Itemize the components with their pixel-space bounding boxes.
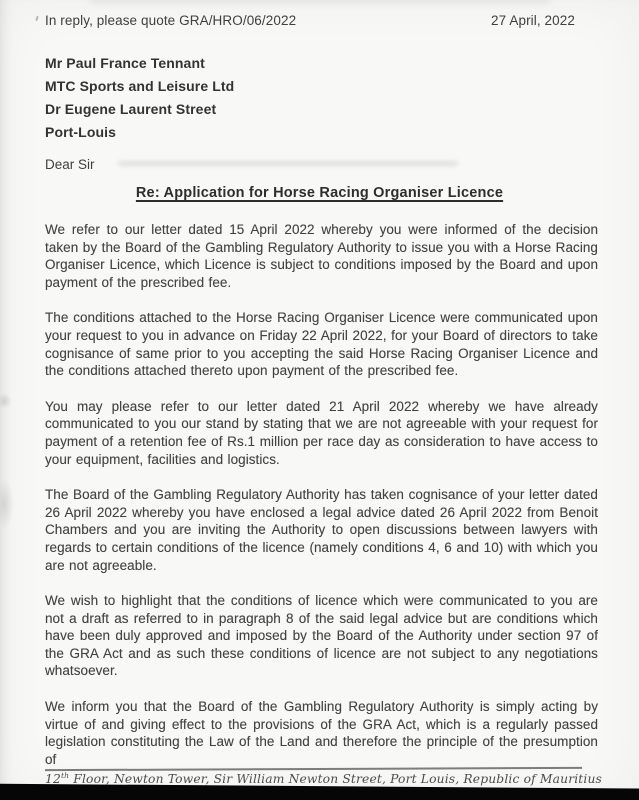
paragraph-3: You may please refer to our letter dated 21 April 2022 whereby we have already communicated to you our stand by stating that we are not agreeable with your request for payment of a retention fee of Rs.1 million per race day as consideration to have access to your equipment, facilities and logistics. (45, 398, 598, 467)
scan-artifact (35, 16, 38, 21)
paragraph-6: We inform you that the Board of the Gambling Regulatory Authority is simply acting by virtue of and giving effect to the provisions of the GRA Act, which is a regularly passed legislation constituting the Law of the Land and therefore the principle of the presumption of (45, 699, 598, 767)
footer-address (45, 770, 603, 786)
subject-heading: Re: Application for Horse Racing Organiser Licence (135, 185, 504, 201)
scan-smudge (90, 0, 550, 4)
letter-date: 27 April, 2022 (491, 13, 575, 28)
footer-floor-number: 12 (45, 771, 61, 786)
paragraph-2: The conditions attached to the Horse Racing Organiser Licence were communicated upon your request to you in advance on Friday 22 April 2022, for your Board of directors to take cognisance of same prior to you accepting the said Horse Racing Organiser Licence and the conditions attached thereto upon payment of the prescribed fee. (45, 310, 598, 379)
letter-footer (45, 768, 603, 786)
salutation: Dear Sir (45, 157, 95, 172)
paragraph-1: We refer to our letter dated 15 April 2022 whereby you were informed of the decision taken by the Board of the Gambling Regulatory Authority to issue you with a Horse Racing Organiser Licence, which Licence is subject to conditions imposed by the Board and upon payment of the prescribed fee. (45, 222, 598, 290)
letter-header (45, 13, 597, 28)
paragraph-4: The Board of the Gambling Regulatory Authority has taken cognisance of your letter dated 26 April 2022 whereby you have enclosed a legal advice dated 26 April 2022 from Benoit Chambers and you are inviting the Authority to open discussions between lawyers with regards to certain conditions of the licence (namely conditions 4, 6 and 10) with which you are not agreeable. (45, 487, 598, 573)
recipient-address-block (45, 52, 234, 144)
scan-smudge (0, 478, 14, 530)
scan-smudge (0, 393, 12, 409)
recipient-company: MTC Sports and Leisure Ltd (45, 78, 235, 94)
recipient-street: Dr Eugene Laurent Street (45, 101, 217, 117)
recipient-city: Port-Louis (45, 124, 116, 140)
paragraph-5: We wish to highlight that the conditions of licence which were communicated to you are not a draft as referred to in paragraph 8 of the said legal advice but are conditions which have been duly approved and imposed by the Board of the Authority under section 97 of the GRA Act and as such these conditions of licence are not subject to any negotiations whatsoever. (45, 593, 598, 679)
footer-address-text: Floor, Newton Tower, Sir William Newton Street, Port Louis, Republic of Mauritius (69, 771, 603, 786)
footer-divider (45, 767, 582, 771)
scan-smudge (118, 161, 458, 166)
footer-floor-ordinal: th (60, 770, 70, 780)
reference-line: In reply, please quote GRA/HRO/06/2022 (45, 13, 297, 28)
recipient-name: Mr Paul France Tennant (45, 55, 205, 71)
letter-body (45, 221, 598, 786)
